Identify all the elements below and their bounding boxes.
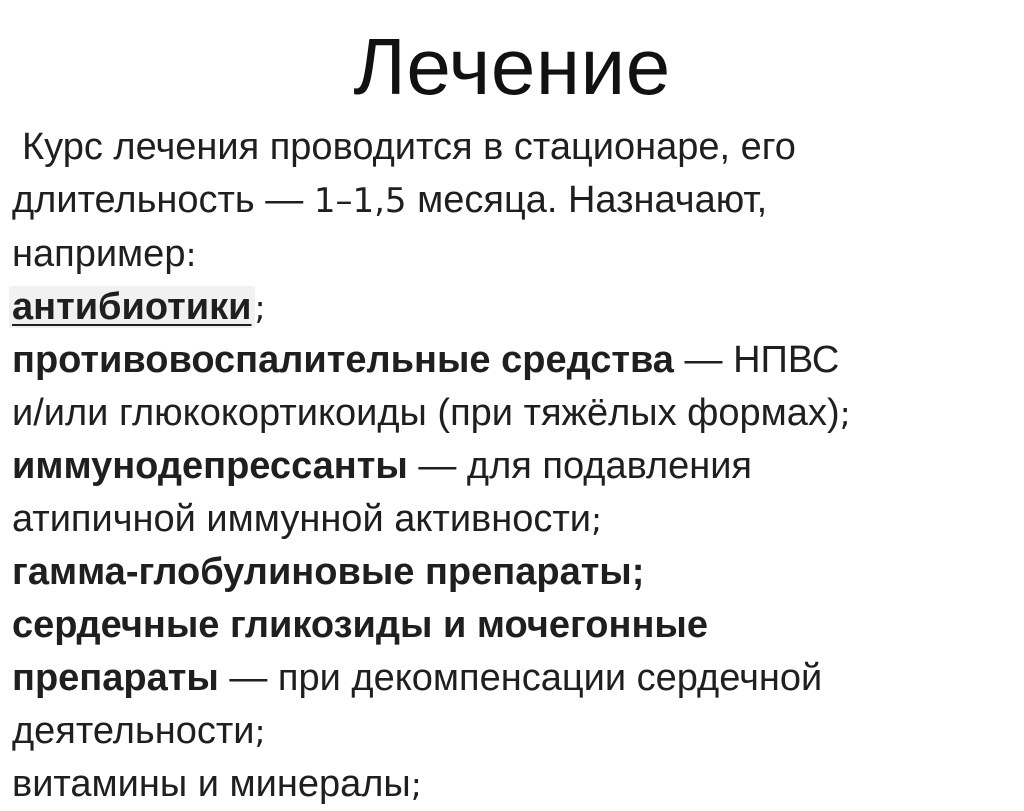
list-item-gamma-globulins bbox=[12, 546, 1012, 599]
intro-text-3: например bbox=[12, 233, 186, 275]
list-item-vitamins bbox=[12, 758, 1012, 811]
antibiotics-semicolon: ; bbox=[254, 288, 266, 327]
anti-inflammatory-term: противовоспалительные средства bbox=[12, 339, 674, 381]
intro-text-2a: длительность — bbox=[12, 179, 314, 221]
glycosides-desc-1: — при декомпенсации сердечной bbox=[218, 657, 823, 699]
vitamins-text: витамины и минералы bbox=[12, 763, 411, 805]
glycosides-term-2: препараты bbox=[12, 657, 219, 699]
slide-title: Лечение bbox=[353, 22, 671, 111]
glycosides-desc-2: деятельности bbox=[12, 710, 255, 752]
gamma-globulins-term: гамма-глобулиновые препараты; bbox=[12, 551, 645, 593]
list-item-glycosides-line-3 bbox=[12, 705, 1012, 758]
intro-line-2 bbox=[12, 174, 1012, 228]
anti-inflammatory-semicolon: ; bbox=[839, 394, 851, 433]
list-item-anti-inflammatory-line-1 bbox=[12, 334, 1012, 387]
anti-inflammatory-desc-1: — НПВС bbox=[673, 339, 840, 381]
list-item-immunosuppressants-line-1 bbox=[12, 440, 1012, 493]
immunosuppressants-term: иммунодепрессанты bbox=[12, 445, 408, 487]
anti-inflammatory-desc-2: и/или глюкокортикоиды (при тяжёлых формах) bbox=[12, 392, 840, 434]
duration-value: 1–1,5 bbox=[313, 181, 407, 221]
list-item-anti-inflammatory-line-2 bbox=[12, 387, 1012, 440]
slide-body bbox=[12, 121, 1012, 811]
intro-line-3 bbox=[12, 228, 1012, 281]
immunosuppressants-desc-2: атипичной иммунной активности bbox=[12, 498, 591, 540]
intro-text-2b: месяца. Назначают, bbox=[406, 179, 768, 221]
list-item-glycosides-line-1 bbox=[12, 599, 1012, 652]
vitamins-semicolon: ; bbox=[410, 765, 422, 804]
list-item-immunosuppressants-line-2 bbox=[12, 493, 1012, 546]
intro-text-1: Курс лечения проводится в стационаре, его bbox=[22, 126, 796, 168]
list-item-glycosides-line-2 bbox=[12, 652, 1012, 705]
glycosides-term-1: сердечные гликозиды и мочегонные bbox=[12, 604, 709, 646]
immunosuppressants-semicolon: ; bbox=[590, 500, 603, 539]
intro-colon: : bbox=[185, 235, 197, 274]
glycosides-semicolon: ; bbox=[254, 712, 266, 751]
antibiotics-term: антибиотики bbox=[9, 286, 255, 328]
intro-line-1 bbox=[12, 121, 1012, 174]
list-item-antibiotics bbox=[12, 281, 1012, 334]
immunosuppressants-desc-1: — для подавления bbox=[407, 445, 753, 487]
